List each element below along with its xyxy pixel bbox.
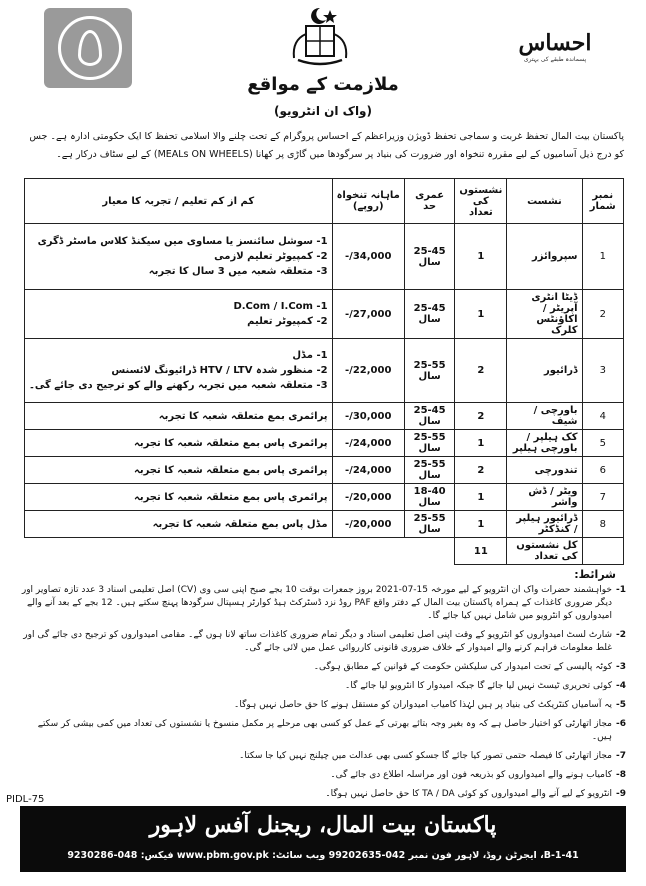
education-line: 2- کمپیوٹر تعلیم <box>247 316 328 327</box>
total-count: 11 <box>455 538 507 565</box>
table-row <box>25 339 624 403</box>
note-text: شارٹ لسٹ امیدواروں کو انٹرویو کے وقت اپنی اصل تعلیمی اسناد و دیگر تمام ضروری کاغذات ساتھ لانا ہوں گے۔ مقامی امیدواروں کو ترجیح دی جائے گی اور غلط معلومات فراہم کرنے والے امیدوار کے خلاف ضروری قانونی کارروائی عمل میں لائی جائے گی۔ <box>23 630 612 653</box>
note-number: 2- <box>615 630 626 640</box>
education-line: پرائمری بمع متعلقہ شعبہ کا تجربہ <box>158 410 328 422</box>
row-salary: 27,000/- <box>332 290 404 339</box>
row-count: 1 <box>455 224 507 290</box>
row-post: باورچی / شیف <box>507 403 582 430</box>
row-count: 1 <box>455 430 507 457</box>
note-item <box>18 584 626 623</box>
total-row <box>25 538 624 565</box>
row-education <box>25 339 333 403</box>
row-post: تندورچی <box>507 457 582 484</box>
row-serial: 1 <box>582 224 623 290</box>
education-line: 3- متعلقہ شعبہ میں تجربہ رکھنے والے کو ترجیح دی جائے گی۔ <box>29 380 328 391</box>
table-row <box>25 457 624 484</box>
header-salary: ماہانہ تنخواہ (روپے) <box>332 179 404 224</box>
row-count: 1 <box>455 511 507 538</box>
table-row <box>25 511 624 538</box>
header-count: نشستوں کی تعداد <box>455 179 507 224</box>
row-education <box>25 484 333 511</box>
education-line: مڈل پاس بمع متعلقہ شعبہ کا تجربہ <box>152 518 328 530</box>
row-salary: 22,000/- <box>332 339 404 403</box>
header-serial: نمبر شمار <box>582 179 623 224</box>
pidl-number: PIDL-75 <box>6 794 45 805</box>
row-salary: 20,000/- <box>332 484 404 511</box>
note-text: کوٹہ پالیسی کے تحت امیدوار کی سلیکشن حکومت کے قوانین کے مطابق ہوگی۔ <box>313 662 612 672</box>
notes-list <box>18 584 626 807</box>
note-number: 4- <box>615 681 626 691</box>
row-serial: 3 <box>582 339 623 403</box>
row-count: 2 <box>455 457 507 484</box>
row-serial: 4 <box>582 403 623 430</box>
intro-paragraph: پاکستان بیت المال تحفظ غربت و سماجی تحفظ ڈویژن وزیراعظم کے احساس پروگرام کے تحت چلنے والا اسلامی تحفظ کا ایک حکومتی ادارہ ہے۔ جس کو درج ذیل آسامیوں کے لیے مقررہ تنخواہ اور ضرورت کی بنیاد پر سرگودھا میں گاڑی پر کھانا (MEALs ON WHEELS) کے لیے سٹاف درکار ہے۔ <box>29 131 624 160</box>
note-number: 1- <box>615 585 626 595</box>
education-line: پرائمری پاس بمع متعلقہ شعبہ کا تجربہ <box>133 437 328 449</box>
note-item <box>18 680 626 693</box>
row-salary: 30,000/- <box>332 403 404 430</box>
total-label: کل نشستوں کی تعداد <box>507 538 582 565</box>
row-education <box>25 403 333 430</box>
row-salary: 24,000/- <box>332 430 404 457</box>
table-header-row <box>25 179 624 224</box>
note-text: یہ آسامیاں کنٹریکٹ کی بنیاد پر ہیں لہٰذا کامیاب امیدواران کو مستقل ہونے کا حق حاصل نہیں ہوگا۔ <box>234 700 612 710</box>
header-post: نشست <box>507 179 582 224</box>
note-item <box>18 769 626 782</box>
note-item <box>18 661 626 674</box>
row-post: ڈرائیور <box>507 339 582 403</box>
table-row <box>25 484 624 511</box>
row-salary: 20,000/- <box>332 511 404 538</box>
note-number: 3- <box>615 662 626 672</box>
row-post: سپروائزر <box>507 224 582 290</box>
education-line: 1- سوشل سائنسز یا مساوی میں سیکنڈ کلاس ماسٹر ڈگری <box>37 236 328 247</box>
note-text: خواہشمند حضرات واک ان انٹرویو کے لیے مورخہ 15-07-2021 بروز جمعرات بوقت 10 بجے صبح اپنی سی وی (CV) اصل تعلیمی اسناد 3 عدد تازہ تصاویر اور دیگر ضروری کاغذات کے ہمراہ پاکستان بیت المال کے دفتر واقع PAF روڈ نزد ڈسٹرکٹ ہیڈ کوارٹر ہسپتال سرگودھا پہنچ سکتے ہیں۔ 12 بجے کے بعد آنے والے امیدواروں کو انٹرویو میں شامل نہیں کیا جائے گا۔ <box>21 585 612 621</box>
education-line: پرائمری پاس بمع متعلقہ شعبہ کا تجربہ <box>133 464 328 476</box>
row-count: 1 <box>455 484 507 511</box>
row-serial: 2 <box>582 290 623 339</box>
row-age: 25-55 سال <box>404 457 455 484</box>
education-line: 1- مڈل <box>292 350 328 361</box>
row-age: 25-55 سال <box>404 430 455 457</box>
education-line: 2- منظور شدہ HTV / LTV ڈرائیونگ لائسنس <box>111 365 328 376</box>
row-age: 25-45 سال <box>404 290 455 339</box>
table-row <box>25 290 624 339</box>
row-education <box>25 224 333 290</box>
total-blank <box>25 538 455 565</box>
header-education: کم از کم تعلیم / تجربہ کا معیار <box>25 179 333 224</box>
note-number: 7- <box>615 751 626 761</box>
ehsaas-logo-tagline: پسماندہ طبقے کی بہتری <box>523 56 587 63</box>
note-item <box>18 718 626 744</box>
note-text: مجاز اتھارٹی کو اختیار حاصل ہے کہ وہ بغیر وجہ بتائے بھرتی کے عمل کو کسی بھی مرحلے پر مکمل منسوخ یا نشستوں کی تعداد میں کمی بیشی کر سکتے ہیں۔ <box>37 719 612 742</box>
row-age: 25-55 سال <box>404 339 455 403</box>
total-empty-cell <box>582 538 623 565</box>
row-post: کک ہیلپر / باورچی ہیلپر <box>507 430 582 457</box>
page-title: ملازمت کے مواقع <box>247 74 399 95</box>
note-number: 8- <box>615 770 626 780</box>
page-subtitle: (واک ان انٹرویو) <box>273 104 372 118</box>
row-education <box>25 430 333 457</box>
row-serial: 8 <box>582 511 623 538</box>
table-row <box>25 430 624 457</box>
row-count: 2 <box>455 339 507 403</box>
note-number: 6- <box>615 719 626 729</box>
row-count: 2 <box>455 403 507 430</box>
row-post: ڈرائیور ہیلپر / کنڈکٹر <box>507 511 582 538</box>
notes-heading: شرائط: <box>574 568 616 581</box>
table-row <box>25 224 624 290</box>
note-text: مجاز اتھارٹی کا فیصلہ حتمی تصور کیا جائے گا جسکو کسی بھی عدالت میں چیلنج نہیں کیا جا سکتا۔ <box>239 751 612 761</box>
table-row <box>25 403 624 430</box>
row-education <box>25 290 333 339</box>
footer-office-name: پاکستان بیت المال، ریجنل آفس لاہور <box>149 812 497 838</box>
row-education <box>25 511 333 538</box>
note-text: کوئی تحریری ٹیسٹ نہیں لیا جائے گا جبکہ امیدوار کا انٹرویو لیا جائے گا۔ <box>345 681 612 691</box>
education-line: 1- D.Com / I.Com <box>233 301 328 312</box>
ehsaas-logo-word: احساس <box>518 30 592 56</box>
note-number: 5- <box>615 700 626 710</box>
header-age: عمری حد <box>404 179 455 224</box>
row-education <box>25 457 333 484</box>
row-age: 25-55 سال <box>404 511 455 538</box>
row-age: 18-40 سال <box>404 484 455 511</box>
jobs-table-body <box>25 224 624 538</box>
row-count: 1 <box>455 290 507 339</box>
row-age: 25-45 سال <box>404 224 455 290</box>
note-item <box>18 699 626 712</box>
row-post: ویٹر / ڈش واشر <box>507 484 582 511</box>
jobs-table <box>24 178 624 565</box>
footer-banner <box>20 806 626 872</box>
row-serial: 5 <box>582 430 623 457</box>
education-line: پرائمری پاس بمع متعلقہ شعبہ کا تجربہ <box>133 491 328 503</box>
row-age: 25-45 سال <box>404 403 455 430</box>
note-text: انٹرویو کے لیے آنے والے امیدواروں کو کوئی TA / DA کا حق حاصل نہیں ہوگا۔ <box>325 789 612 799</box>
row-serial: 6 <box>582 457 623 484</box>
note-item <box>18 788 626 801</box>
note-item <box>18 750 626 763</box>
note-number: 9- <box>615 789 626 799</box>
row-serial: 7 <box>582 484 623 511</box>
row-post: ڈیٹا انٹری آپریٹر / اکاؤنٹس کلرک <box>507 290 582 339</box>
education-line: 3- متعلقہ شعبہ میں 3 سال کا تجربہ <box>148 266 328 277</box>
row-salary: 24,000/- <box>332 457 404 484</box>
education-line: 2- کمپیوٹر تعلیم لازمی <box>214 251 328 262</box>
footer-contact: 41-B-1، ایجرٹن روڈ، لاہور فون نمبر 042-99202635 ویب سائٹ: www.pbm.gov.pk فیکس: 048-9230286 <box>67 850 579 861</box>
note-item <box>18 629 626 655</box>
government-emblem-icon <box>284 4 356 68</box>
row-salary: 34,000/- <box>332 224 404 290</box>
note-text: کامیاب ہونے والے امیدواروں کو بذریعہ فون اور مراسلہ اطلاع دی جائے گی۔ <box>330 770 612 780</box>
